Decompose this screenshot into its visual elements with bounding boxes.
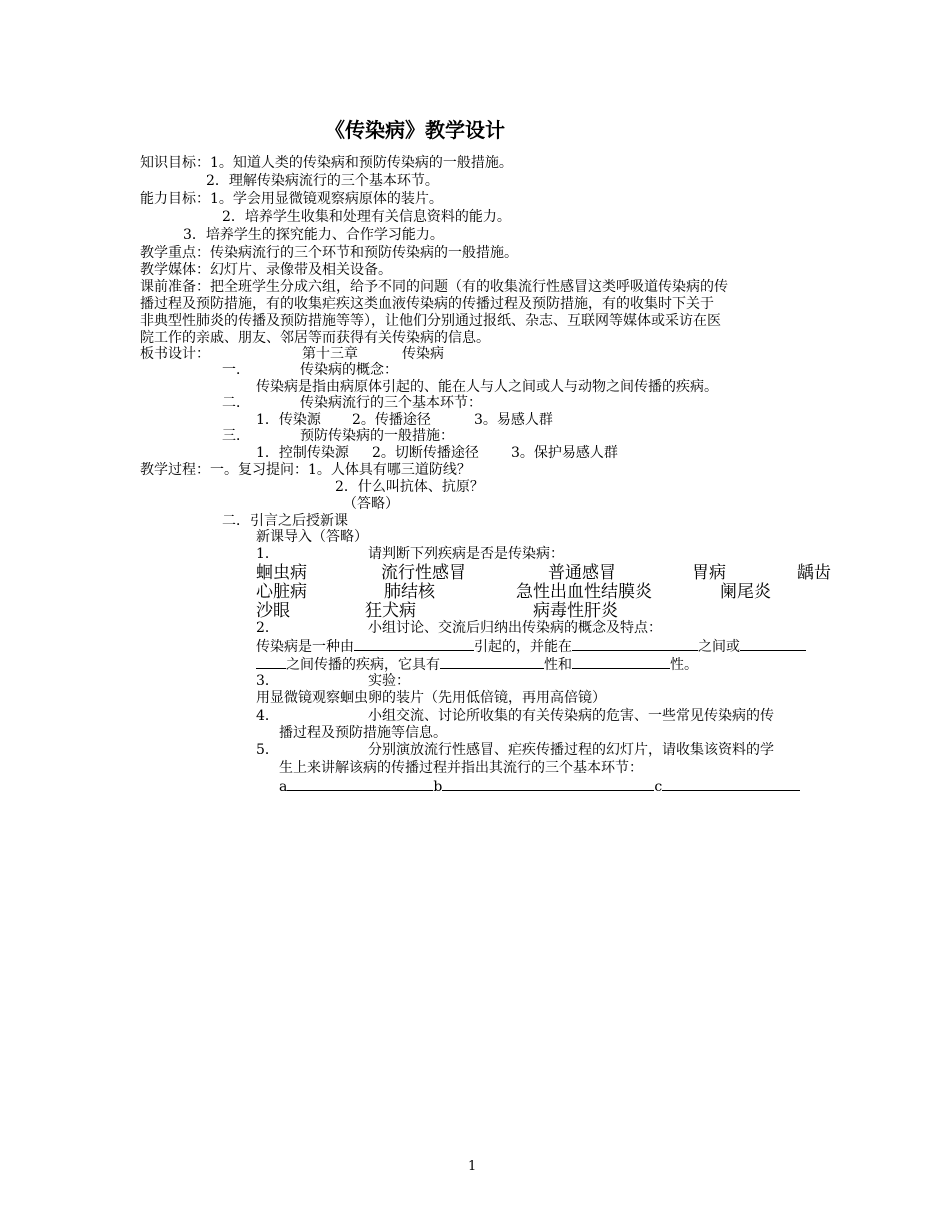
q5-text: 分别演放流行性感冒、疟疾传播过程的幻灯片，请收集该资料的学: [368, 742, 774, 758]
process-step-2a: 新课导入（答略）: [256, 529, 368, 545]
prep-line-1: 课前准备：把全班学生分成六组，给予不同的问题（有的收集流行性感冒这类呼吸道传染病的传: [140, 279, 728, 295]
q2-fill-line-1: 传染病是一种由 引起的，并能在 之间或: [256, 637, 806, 656]
board-chapter: 第十三章: [302, 346, 358, 362]
disease-7: 肺结核: [384, 582, 435, 602]
q5-text-2: 生上来讲解该病的传播过程并指出其流行的三个基本环节：: [279, 760, 643, 776]
board-s3-item-1: 1．控制传染源: [256, 445, 349, 461]
teaching-focus: 教学重点：传染病流行的三个环节和预防传染病的一般措施。: [140, 245, 518, 261]
disease-4: 胃病: [692, 563, 726, 583]
prep-line-4: 院工作的亲戚、朋友、邻居等而获得有关传染病的信息。: [140, 330, 490, 346]
q3-desc: 用显微镜观察蛔虫卵的装片（先用低倍镜，再用高倍镜）: [256, 690, 606, 706]
fill-blank: [572, 655, 670, 669]
q1-text: 请判断下列疾病是否是传染病：: [368, 546, 564, 562]
prep-line-2: 播过程及预防措施，有的收集疟疾这类血液传染病的传播过程及预防措施，有的收集时下关于: [140, 296, 714, 312]
q5-num: 5．: [256, 742, 279, 758]
disease-6: 心脏病: [256, 582, 307, 602]
disease-1: 蛔虫病: [256, 563, 307, 583]
disease-5: 龋齿: [797, 563, 831, 583]
process-step-2: 二．引言之后授新课: [222, 513, 348, 529]
q4-text: 小组交流、讨论所收集的有关传染病的危害、一些常见传染病的传: [368, 708, 774, 724]
ability-objective-2: 2．培养学生收集和处理有关信息资料的能力。: [222, 209, 511, 225]
board-s1-num: 一．: [222, 362, 250, 378]
q3-num: 3．: [256, 673, 279, 689]
board-s3-item-3: 3。保护易感人群: [511, 445, 618, 461]
board-s3-item-2: 2。切断传播途径: [372, 445, 479, 461]
board-s2-item-2: 2。传播途径: [352, 412, 431, 428]
prep-line-3: 非典型性肺炎的传播及预防措施等等），让他们分别通过报纸、杂志、互联网等媒体或采访在医: [140, 313, 721, 329]
process-step-1b: 2．什么叫抗体、抗原？: [335, 479, 484, 495]
q3-text: 实验：: [368, 673, 410, 689]
fill-blank: [442, 777, 654, 791]
q4-text-2: 播过程及预防措施等信息。: [279, 725, 447, 741]
process-step-1c: （答略）: [343, 496, 399, 512]
q2-text: 小组讨论、交流后归纳出传染病的概念及特点：: [368, 620, 662, 636]
process-step-1: 教学过程：一。复习提问：1。人体具有哪三道防线？: [140, 462, 471, 478]
board-s3-title: 预防传染病的一般措施：: [300, 428, 454, 444]
q5-answer-line: a b c: [279, 777, 800, 796]
fill-blank: [354, 637, 474, 651]
disease-10: 沙眼: [256, 601, 290, 621]
disease-2: 流行性感冒: [381, 563, 466, 583]
page-number: 1: [468, 1159, 477, 1174]
board-s1-text: 传染病是指由病原体引起的、能在人与人之间或人与动物之间传播的疾病。: [256, 379, 718, 395]
knowledge-objective-2: 2．理解传染病流行的三个基本环节。: [206, 173, 439, 189]
disease-3: 普通感冒: [548, 563, 616, 583]
board-s2-num: 二．: [222, 395, 250, 411]
fill-blank: [287, 777, 433, 791]
knowledge-objective-1: 知识目标：1。知道人类的传染病和预防传染病的一般措施。: [140, 155, 513, 171]
q1-num: 1．: [256, 546, 279, 562]
disease-12: 病毒性肝炎: [533, 601, 618, 621]
disease-11: 狂犬病: [365, 601, 416, 621]
ability-objective-1: 能力目标：1。学会用显微镜观察病原体的装片。: [140, 191, 443, 207]
fill-blank: [440, 655, 544, 669]
disease-9: 阑尾炎: [720, 582, 771, 602]
q2-fill-line-2: 之间传播的疾病，它具有 性和 性。: [256, 655, 698, 674]
teaching-media: 教学媒体：幻灯片、录像带及相关设备。: [140, 262, 392, 278]
disease-8: 急性出血性结膜炎: [516, 582, 652, 602]
q4-num: 4．: [256, 708, 279, 724]
fill-blank: [572, 637, 698, 651]
board-label: 板书设计：: [140, 346, 210, 362]
board-s2-item-3: 3。易感人群: [474, 412, 553, 428]
fill-blank: [256, 655, 286, 669]
board-s2-title: 传染病流行的三个基本环节：: [300, 395, 482, 411]
board-s1-title: 传染病的概念：: [300, 362, 398, 378]
fill-blank: [740, 637, 806, 651]
board-chapter-title: 传染病: [402, 346, 444, 362]
ability-objective-3: 3．培养学生的探究能力、合作学习能力。: [183, 227, 444, 243]
document-title: 《传染病》教学设计: [325, 118, 505, 142]
board-s3-num: 三．: [222, 428, 250, 444]
board-s2-item-1: 1．传染源: [256, 412, 321, 428]
fill-blank: [662, 777, 800, 791]
q2-num: 2．: [256, 620, 279, 636]
